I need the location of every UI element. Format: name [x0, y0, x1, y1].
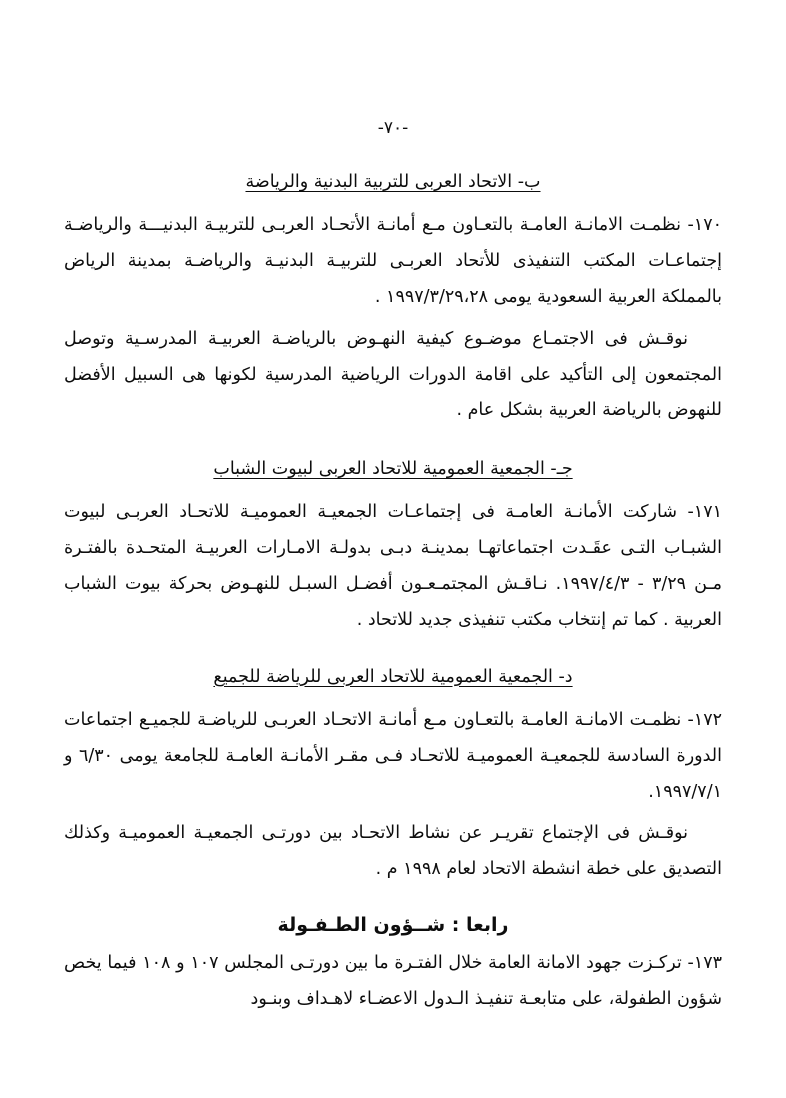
paragraph-171: ١٧١- شاركت الأمانـة العامـة فى إجتماعـات الجمعيـة العموميـة للاتحـاد العربـى لبيوت الشبـاب التـى عقَـدت اجتماعاتهـا بمدينـة دبـى بدولـة الامـارات العربيـة المتحـدة بالفتـرة مـن ٣/٢٩ - ١٩٩٧/٤/٣. نـاقـش المجتمـعـون أفضـل السبـل للنهـوض بحركة بيوت الشباب العربية . كما تم إنتخاب مكتب تنفيذى جديد للاتحاد .	[64, 502, 722, 630]
main-section-title: رابعا : شــؤون الطـفـولة	[277, 914, 509, 937]
paragraph-170-b: نوقـش فى الاجتمـاع موضـوع كيفية النهـوض بالرياضـة العربيـة المدرسـية وتوصل المجتمعون إلى التأكيد على اقامة الدورات الرياضية المدرسية لكونها هى السبيل الأفضل للنهوض بالرياضة العربية بشكل عام .	[64, 328, 722, 421]
paragraph-170: ١٧٠- نظمـت الامانـة العامـة بالتعـاون مـع أمانـة الأتحـاد العربـى للتربيـة البدنيـــة والرياضـة إجتماعـات المكتب التنفيذى للأتحاد العربـى للتربيـة البدنيـة والرياضـة بمدينة الرياض بالمملكة العربية السعودية يومى ١٩٩٧/٣/٢٩،٢٨ .	[64, 215, 722, 307]
section-heading-b: ب- الاتحاد العربى للتربية البدنية والرياضة	[245, 172, 541, 192]
page-number: -٧٠-	[377, 118, 409, 138]
paragraph-172: ١٧٢- نظمـت الامانـة العامـة بالتعـاون مـع أمانـة الاتحـاد العربـى للرياضـة للجميـع اجتماعات الدورة السادسة للجمعيـة العموميـة للاتحـاد فـى مقـر الأمانـة العامـة للجامعة يومى ٦/٣٠ و ١٩٩٧/٧/١.	[64, 709, 722, 802]
paragraph-172-b: نوقـش فى الإجتماع تقريـر عن نشاط الاتحـاد بين دورتـى الجمعيـة العموميـة وكذلك التصديق على خطة انشطة الاتحاد لعام ١٩٩٨ م .	[64, 823, 722, 880]
section-heading-d: د- الجمعية العمومية للاتحاد العربى للرياضة للجميع	[213, 666, 573, 687]
paragraph-173: ١٧٣- تركـزت جهود الامانة العامة خلال الفتـرة ما بين دورتـى المجلس ١٠٧ و ١٠٨ فيما يخص شؤون الطفولة، على متابعـة تنفيـذ الـدول الاعضـاء لاهـداف وبنـود	[64, 953, 722, 1009]
section-heading-c: جـ- الجمعية العمومية للاتحاد العربى لبيوت الشباب	[213, 459, 573, 480]
